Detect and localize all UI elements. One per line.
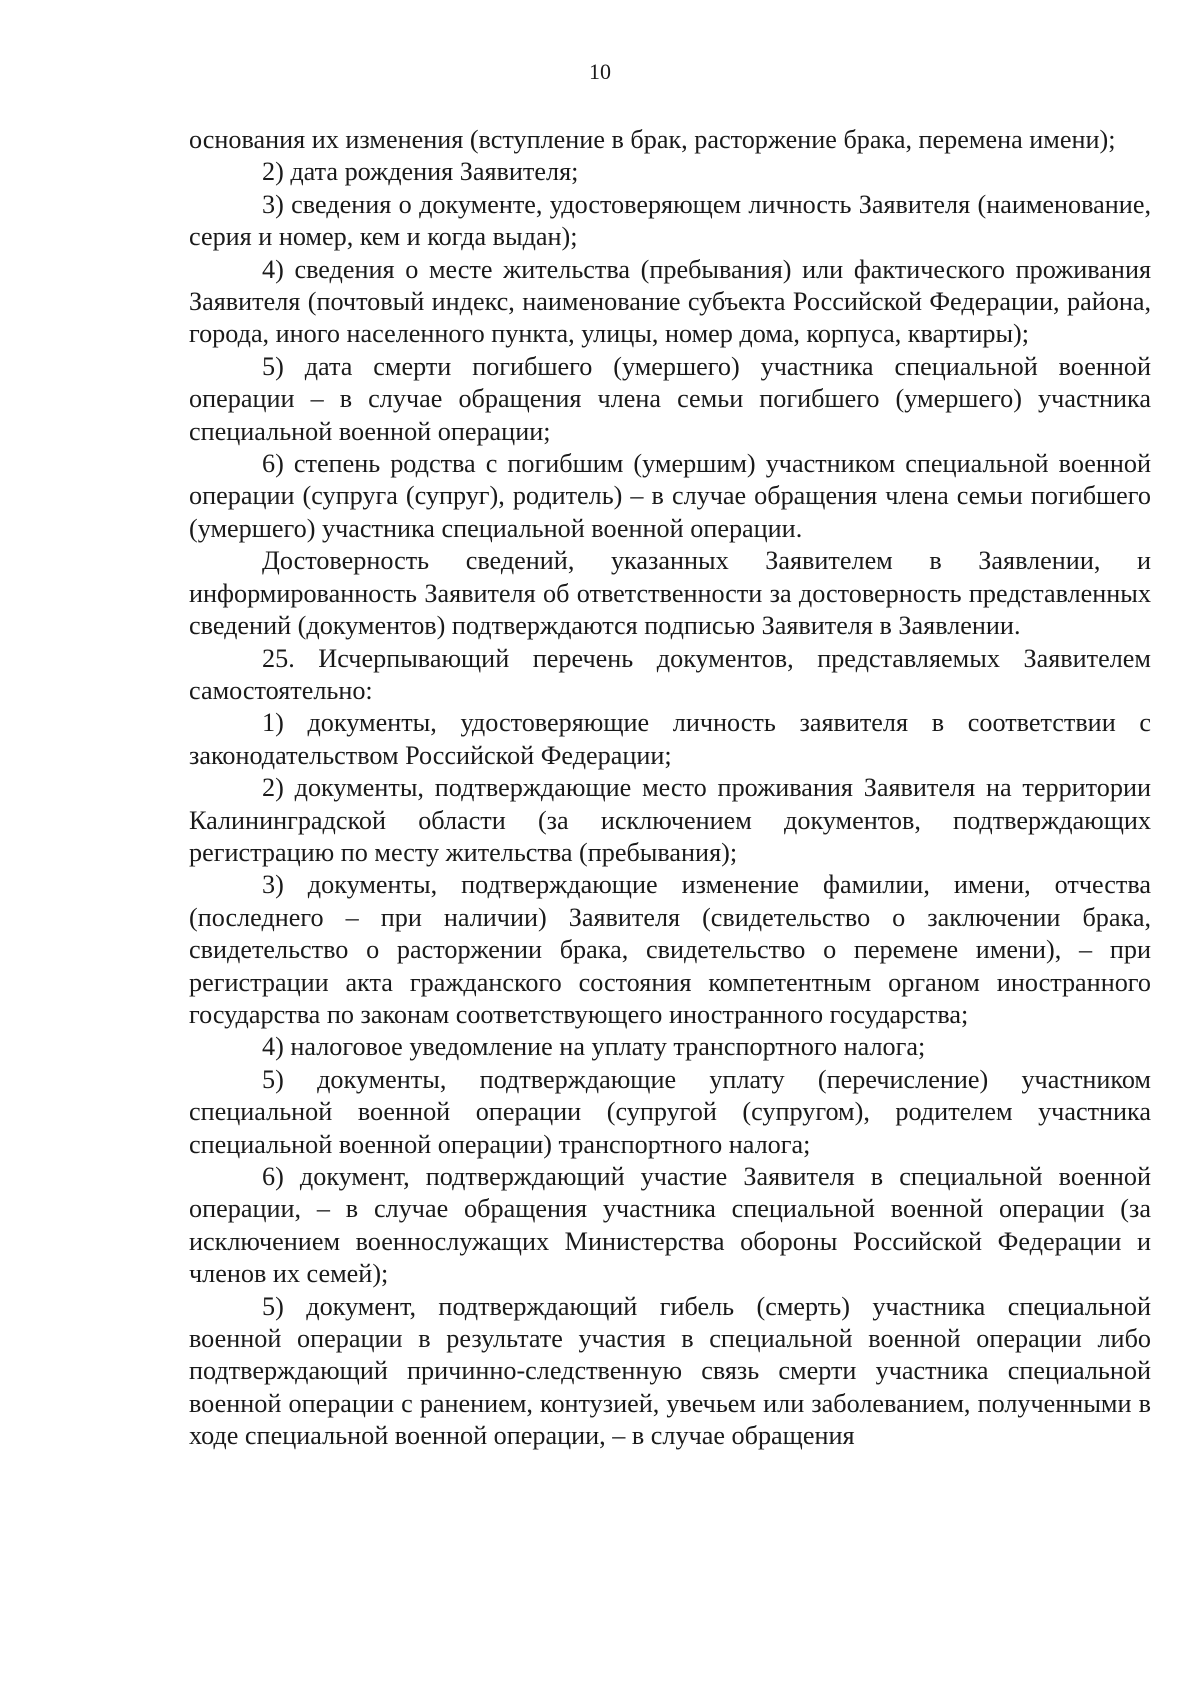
paragraph: 2) дата рождения Заявителя; xyxy=(262,157,579,187)
paragraph: 4) налоговое уведомление на уплату транспортного налога; xyxy=(262,1032,926,1062)
paragraph: 5) дата смерти погибшего (умершего) участника специальной военной операции – в случае обращения члена семьи погибшего (умершего) участника специальной военной операции; xyxy=(189,351,1151,446)
paragraph: 6) документ, подтверждающий участие Заявителя в специальной военной операции, – в случае обращения участника специальной военной операции (за исключением военнослужащих Министерства обороны Российской Федерации и членов их семей); xyxy=(189,1162,1151,1289)
paragraph: 3) документы, подтверждающие изменение фамилии, имени, отчества (последнего – при наличии) Заявителя (свидетельство о заключении брака, свидетельство о расторжении брака, свидетельство о перемене имени), – при регистрации акта гражданского состояния компетентным органом иностранного государства по законам соответствующего иностранного государства; xyxy=(189,870,1151,1029)
page-number: 10 xyxy=(589,59,611,84)
paragraph: основания их изменения (вступление в брак, расторжение брака, перемена имени); xyxy=(189,125,1116,154)
paragraph: 6) степень родства с погибшим (умершим) участником специальной военной операции (супруга (супруг), родитель) – в случае обращения члена семьи погибшего (умершего) участника специальной военной операции. xyxy=(189,449,1151,543)
paragraph: 2) документы, подтверждающие место проживания Заявителя на территории Калининградской области (за исключением документов, подтверждающих регистрацию по месту жительства (пребывания); xyxy=(189,773,1151,867)
paragraph: 5) документы, подтверждающие уплату (перечисление) участником специальной военной операции (супругой (супругом), родителем участника специальной военной операции) транспортного налога; xyxy=(189,1064,1151,1159)
paragraph: 3) сведения о документе, удостоверяющем личность Заявителя (наименование, серия и номер, кем и когда выдан); xyxy=(189,189,1151,252)
document-body xyxy=(189,124,1151,1453)
paragraph: 25. Исчерпывающий перечень документов, представляемых Заявителем самостоятельно: xyxy=(189,643,1151,705)
paragraph: 4) сведения о месте жительства (пребывания) или фактического проживания Заявителя (почтовый индекс, наименование субъекта Российской Федерации, района, города, иного населенного пункта, улицы, номер дома, корпуса, квартиры); xyxy=(189,254,1151,349)
paragraph: 1) документы, удостоверяющие личность заявителя в соответствии с законодательством Российской Федерации; xyxy=(189,708,1151,770)
paragraph: 5) документ, подтверждающий гибель (смерть) участника специальной военной операции в результате участия в специальной военной операции либо подтверждающий причинно-следственную связь смерти участника специальной военной операции с ранением, контузией, увечьем или заболеванием, полученными в ходе специальной военной операции, – в случае обращения xyxy=(189,1291,1151,1451)
paragraph: Достоверность сведений, указанных Заявителем в Заявлении, и информированность Заявителя об ответственности за достоверность представленных сведений (документов) подтверждаются подписью Заявителя в Заявлении. xyxy=(189,546,1151,641)
